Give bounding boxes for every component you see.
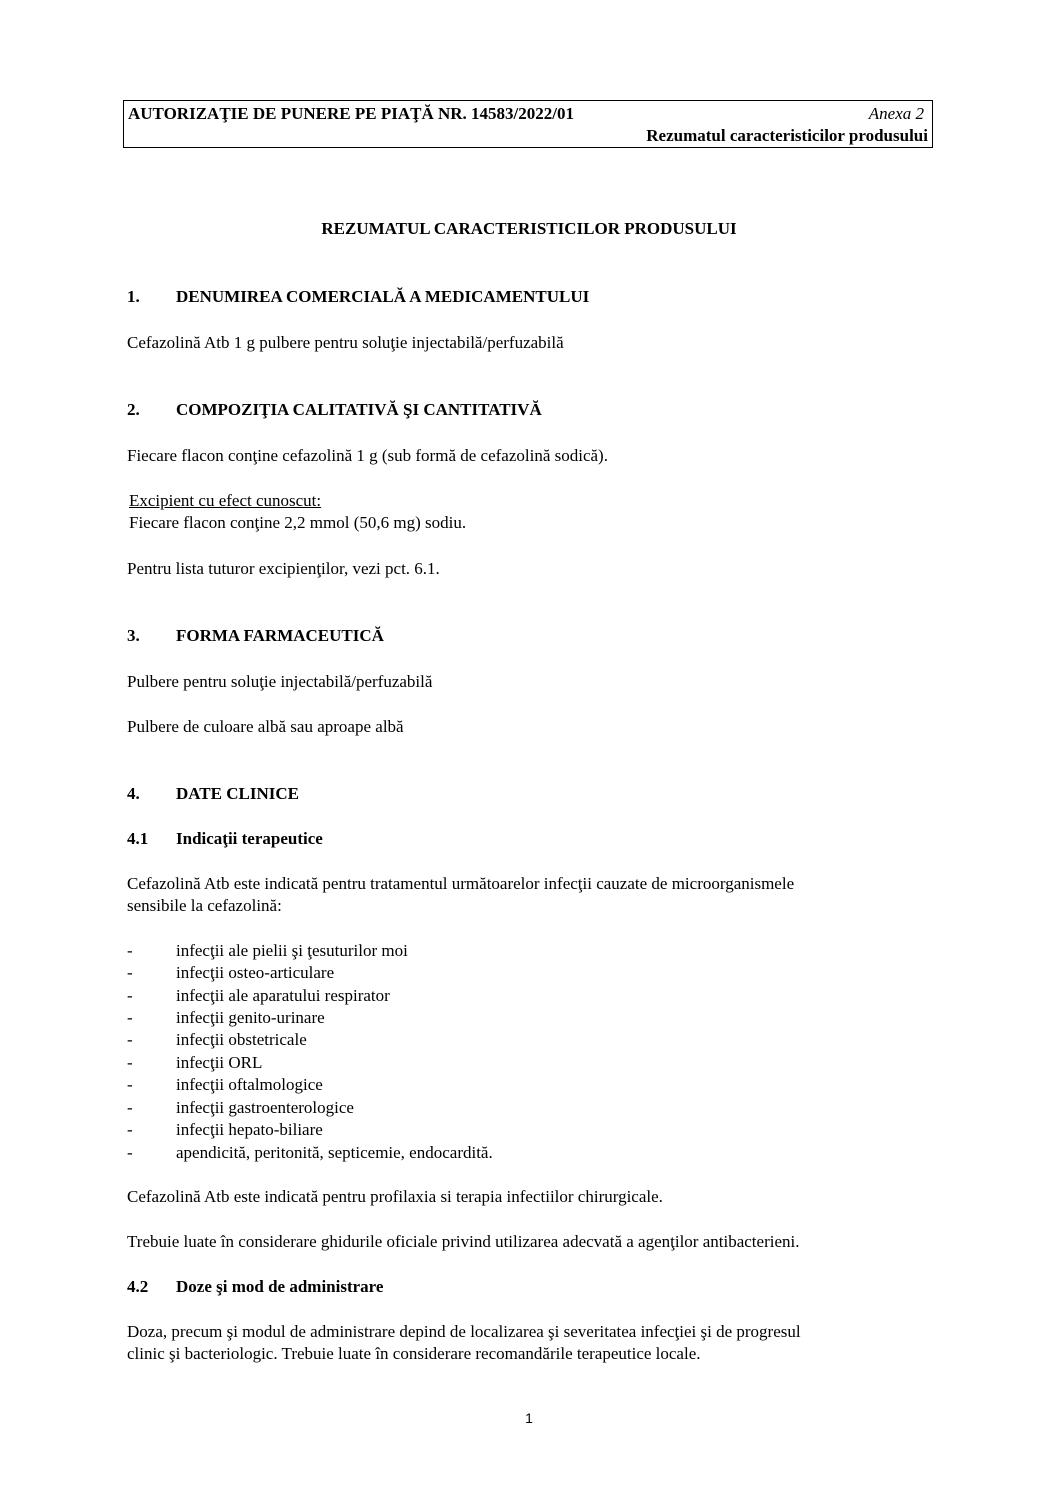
list-dash: - [127,1120,133,1139]
list-dash: - [127,1030,133,1049]
page-number: 1 [525,1410,533,1426]
section-2-paragraph: Fiecare flacon conţine cefazolină 1 g (sub formă de cefazolină sodică). [127,446,608,465]
dosage-line-1: Doza, precum şi modul de administrare depind de localizarea şi severitatea infecţiei şi de progresul [127,1322,801,1341]
list-dash: - [127,1008,133,1027]
list-item: infecţii obstetricale [176,1030,307,1049]
header-summary-label: Rezumatul caracteristicilor produsului [646,126,928,145]
excipient-label: Excipient cu efect cunoscut: [129,491,322,510]
list-dash: - [127,941,133,960]
section-3-title: FORMA FARMACEUTICĂ [176,626,384,645]
prophylaxis-paragraph: Cefazolină Atb este indicată pentru profilaxia si terapia infectiilor chirurgicale. [127,1187,663,1206]
section-4-title: DATE CLINICE [176,784,299,803]
header-box [123,100,933,148]
list-item: infecţii genito-urinare [176,1008,325,1027]
list-item: apendicită, peritonită, septicemie, endocardită. [176,1143,493,1162]
section-4-number: 4. [127,784,140,803]
section-3-number: 3. [127,626,140,645]
list-item: infecţii osteo-articulare [176,963,335,982]
list-dash: - [127,986,133,1005]
section-4-2-number: 4.2 [127,1277,149,1296]
excipient-text: Fiecare flacon conţine 2,2 mmol (50,6 mg) sodiu. [129,513,467,532]
list-dash: - [127,1098,133,1117]
authorization-number: AUTORIZAŢIE DE PUNERE PE PIAŢĂ NR. 14583/2022/01 [128,104,574,123]
section-1-text: Cefazolină Atb 1 g pulbere pentru soluţie injectabilă/perfuzabilă [127,333,564,352]
section-4-1-number: 4.1 [127,829,149,848]
section-1-number: 1. [127,287,140,306]
list-item: infecţii ale pielii şi ţesuturilor moi [176,941,408,960]
dosage-line-2: clinic şi bacteriologic. Trebuie luate în considerare recomandările terapeutice locale. [127,1344,701,1363]
list-dash: - [127,1143,133,1162]
list-item: infecţii oftalmologice [176,1075,323,1094]
list-item: infecţii gastroenterologice [176,1098,354,1117]
indications-intro-line-1: Cefazolină Atb este indicată pentru tratamentul următoarelor infecţii cauzate de microorganismele [127,874,795,893]
section-4-1-title: Indicaţii terapeutice [176,829,323,848]
excipient-list-reference: Pentru lista tuturor excipienţilor, vezi pct. 6.1. [127,559,440,578]
list-dash: - [127,963,133,982]
list-item: infecţii ORL [176,1053,263,1072]
guidelines-paragraph: Trebuie luate în considerare ghidurile oficiale privind utilizarea adecvată a agenţilor antibacterieni. [127,1232,800,1251]
document-title: REZUMATUL CARACTERISTICILOR PRODUSULUI [321,219,737,238]
indications-intro-line-2: sensibile la cefazolină: [127,896,282,915]
section-2-number: 2. [127,400,140,419]
annex-label: Anexa 2 [868,104,924,123]
section-3-paragraph-1: Pulbere pentru soluţie injectabilă/perfuzabilă [127,672,433,691]
section-2-title: COMPOZIŢIA CALITATIVĂ ŞI CANTITATIVĂ [176,400,542,419]
section-4-2-title: Doze şi mod de administrare [176,1277,384,1296]
list-dash: - [127,1053,133,1072]
section-3-paragraph-2: Pulbere de culoare albă sau aproape albă [127,717,404,736]
list-item: infecţii hepato-biliare [176,1120,323,1139]
list-item: infecţii ale aparatului respirator [176,986,390,1005]
list-dash: - [127,1075,133,1094]
section-1-title: DENUMIREA COMERCIALĂ A MEDICAMENTULUI [176,287,590,306]
